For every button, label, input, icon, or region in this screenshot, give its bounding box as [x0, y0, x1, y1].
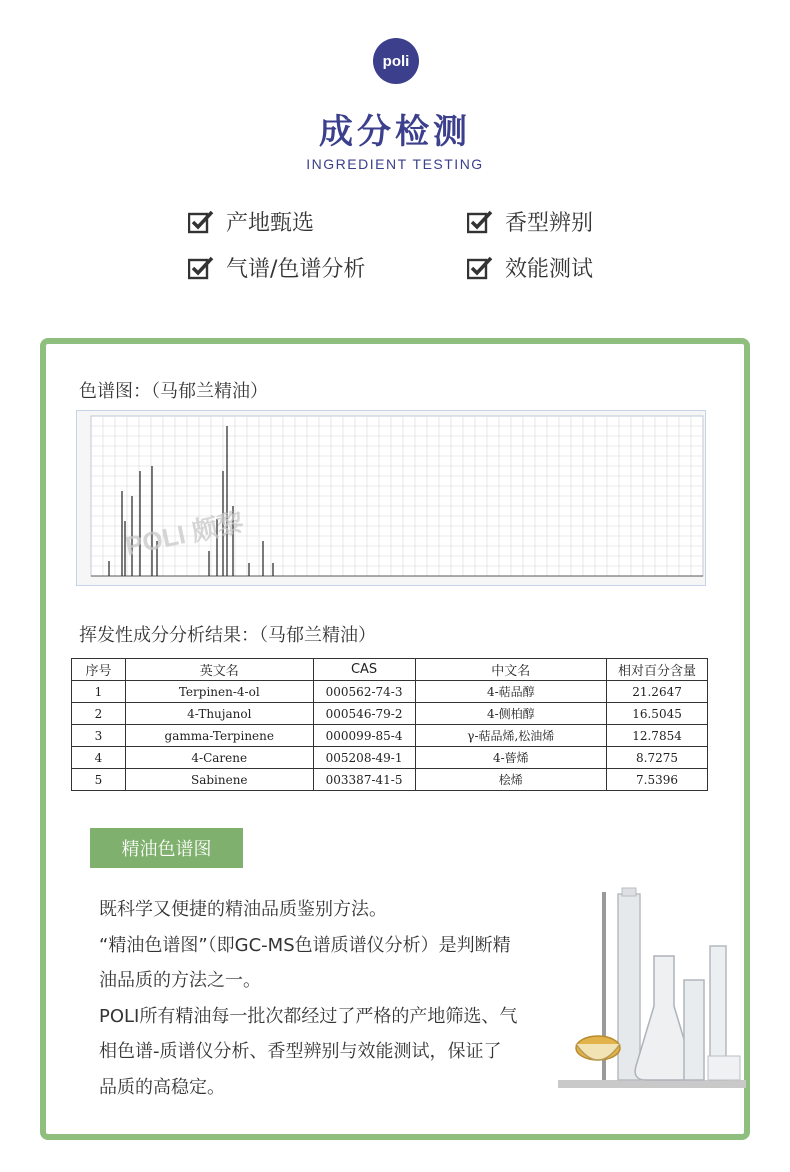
table-cell: 000546-79-2: [313, 703, 415, 725]
table-row: [72, 725, 708, 747]
poli-logo: poli: [373, 38, 419, 84]
table-row: [72, 769, 708, 791]
table-cell: 4-萜品醇: [415, 681, 607, 703]
column-header: 序号: [72, 659, 126, 681]
description-paragraph: 既科学又便捷的精油品质鉴别方法。: [99, 899, 387, 920]
table-cell: 桧烯: [415, 769, 607, 791]
table-cell: 8.7275: [607, 747, 708, 769]
table-cell: gamma-Terpinene: [125, 725, 313, 747]
results-table: [71, 658, 708, 791]
feature-label: 气谱/色谱分析: [226, 257, 366, 282]
check-icon: [467, 256, 493, 280]
table-cell: 000562-74-3: [313, 681, 415, 703]
feature-item-gc: [188, 252, 365, 283]
table-cell: 1: [72, 681, 126, 703]
feature-item-origin: [188, 206, 314, 237]
chromatogram-label: 色谱图：（马郁兰精油）: [79, 381, 268, 402]
page-subtitle: INGREDIENT TESTING: [306, 156, 484, 172]
table-cell: 3: [72, 725, 126, 747]
table-cell: 003387-41-5: [313, 769, 415, 791]
check-icon: [467, 210, 493, 234]
feature-label: 香型辨别: [505, 211, 594, 236]
table-cell: 16.5045: [607, 703, 708, 725]
check-icon: [188, 210, 214, 234]
lab-glassware-image: [558, 886, 746, 1092]
description-text: [99, 892, 519, 1105]
table-cell: 4-侧柏醇: [415, 703, 607, 725]
feature-item-scent: [467, 206, 593, 237]
feature-item-efficacy: [467, 252, 593, 283]
table-cell: 005208-49-1: [313, 747, 415, 769]
section-tag: 精油色谱图: [90, 828, 243, 868]
table-cell: 5: [72, 769, 126, 791]
table-cell: 4: [72, 747, 126, 769]
table-cell: 2: [72, 703, 126, 725]
table-cell: 000099-85-4: [313, 725, 415, 747]
table-cell: 4-蒈烯: [415, 747, 607, 769]
results-label: 挥发性成分分析结果：（马郁兰精油）: [79, 625, 376, 646]
table-cell: γ-萜品烯,松油烯: [415, 725, 607, 747]
description-paragraph: POLI所有精油每一批次都经过了严格的产地筛选、气相色谱-质谱仪分析、香型辨别与效能测试，保证了品质的高稳定。: [99, 1005, 518, 1098]
chromatogram-image: [76, 410, 706, 586]
column-header: 相对百分含量: [607, 659, 708, 681]
table-row: [72, 703, 708, 725]
table-cell: 21.2647: [607, 681, 708, 703]
feature-label: 产地甄选: [226, 211, 315, 236]
table-header-row: [72, 659, 708, 681]
table-cell: Terpinen-4-ol: [125, 681, 313, 703]
column-header: 英文名: [125, 659, 313, 681]
table-cell: 7.5396: [607, 769, 708, 791]
column-header: CAS: [313, 659, 415, 681]
description-paragraph: “精油色谱图”（即GC-MS色谱质谱仪分析）是判断精油品质的方法之一。: [99, 934, 511, 991]
page-title: 成分检测: [319, 112, 471, 152]
check-icon: [188, 256, 214, 280]
table-cell: 4-Carene: [125, 747, 313, 769]
table-cell: 12.7854: [607, 725, 708, 747]
table-cell: Sabinene: [125, 769, 313, 791]
watermark: POLI 颇黎: [122, 506, 247, 562]
table-row: [72, 747, 708, 769]
feature-label: 效能测试: [505, 257, 594, 282]
chromatogram-plot: [77, 411, 707, 587]
table-row: [72, 681, 708, 703]
table-cell: 4-Thujanol: [125, 703, 313, 725]
column-header: 中文名: [415, 659, 607, 681]
